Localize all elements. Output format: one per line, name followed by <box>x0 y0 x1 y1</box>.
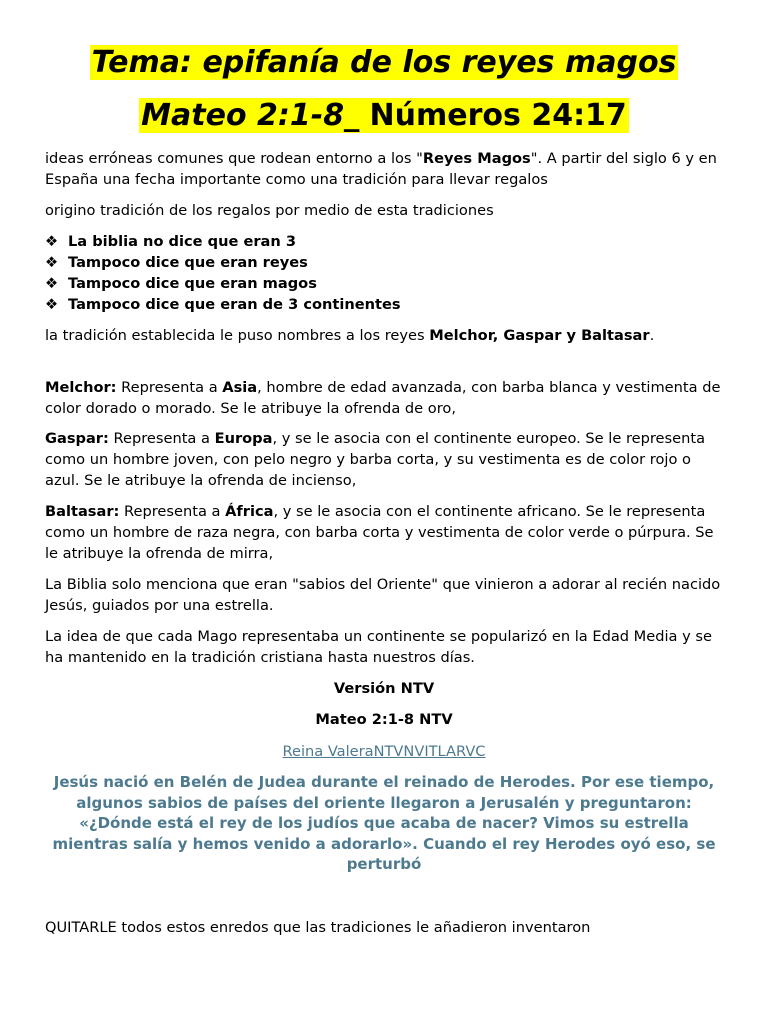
verse-text: Jesús nació en Belén de Judea durante el reinado de Herodes. Por ese tiempo, algunos sabios de países del oriente llegaron a Jerusalén y preguntaron: «¿Dónde está el rey de los judíos que acaba de nacer? Vimos su estrella mientras salía y hemos venido a adorarlo». Cuando el rey Herodes oyó eso, se perturbó <box>52 773 716 874</box>
diamond-bullet-icon: ❖ <box>45 275 59 292</box>
title-topic: Tema: epifanía de los reyes magos <box>91 45 677 80</box>
myths-list <box>45 231 725 315</box>
names-paragraph: la tradición establecida le puso nombres a los reyes Melchor, Gaspar y Baltasar. <box>45 327 655 344</box>
title-line-1 <box>0 44 768 82</box>
diamond-bullet-icon: ❖ <box>45 254 59 271</box>
title-line-2 <box>0 97 768 135</box>
baltasar-paragraph: Baltasar: Representa a África, y se le asocia con el continente africano. Se le representa como un hombre de raza negra, con barba corta y vestimenta de color verde o púrpura. Se le atribuye la ofrenda de mirra, <box>45 503 714 562</box>
list-item: ❖ La biblia no dice que eran 3 <box>45 233 297 250</box>
passage-label: Mateo 2:1-8 NTV <box>315 711 453 728</box>
intro-paragraph-2: origino tradición de los regalos por medio de esta tradiciones <box>45 202 494 219</box>
list-item: ❖ Tampoco dice que eran reyes <box>45 254 308 271</box>
version-links[interactable]: Reina ValeraNTVNVITLARVC <box>282 743 486 760</box>
idea-paragraph: La idea de que cada Mago representaba un continente se popularizó en la Edad Media y se ha mantenido en la tradición cristiana hasta nuestros días. <box>45 628 713 666</box>
title-passage-numeros: Números 24:17 <box>359 98 627 133</box>
reyes-magos-bold: Reyes Magos <box>422 150 531 167</box>
intro-paragraph-1: ideas erróneas comunes que rodean entorno a los "Reyes Magos". A partir del siglo 6 y en España una fecha importante como una tradición para llevar regalos <box>45 150 717 188</box>
closing-paragraph: QUITARLE todos estos enredos que las tradiciones le añadieron inventaron <box>45 919 591 936</box>
melchor-paragraph: Melchor: Representa a Asia, hombre de edad avanzada, con barba blanca y vestimenta de color dorado o morado. Se le atribuye la ofrenda de oro, <box>45 379 721 417</box>
list-item: ❖ Tampoco dice que eran de 3 continentes <box>45 296 401 313</box>
title-passage-mateo: Mateo 2:1-8_ <box>141 98 360 133</box>
diamond-bullet-icon: ❖ <box>45 296 59 313</box>
list-item: ❖ Tampoco dice que eran magos <box>45 275 317 292</box>
version-label: Versión NTV <box>333 680 435 697</box>
bible-paragraph: La Biblia solo menciona que eran "sabios del Oriente" que vinieron a adorar al recién nacido Jesús, guiados por una estrella. <box>45 576 721 614</box>
diamond-bullet-icon: ❖ <box>45 233 59 250</box>
gaspar-paragraph: Gaspar: Representa a Europa, y se le asocia con el continente europeo. Se le representa como un hombre joven, con pelo negro y barba corta, y su vestimenta es de color rojo o azul. Se le atribuye la ofrenda de incienso, <box>45 430 706 489</box>
